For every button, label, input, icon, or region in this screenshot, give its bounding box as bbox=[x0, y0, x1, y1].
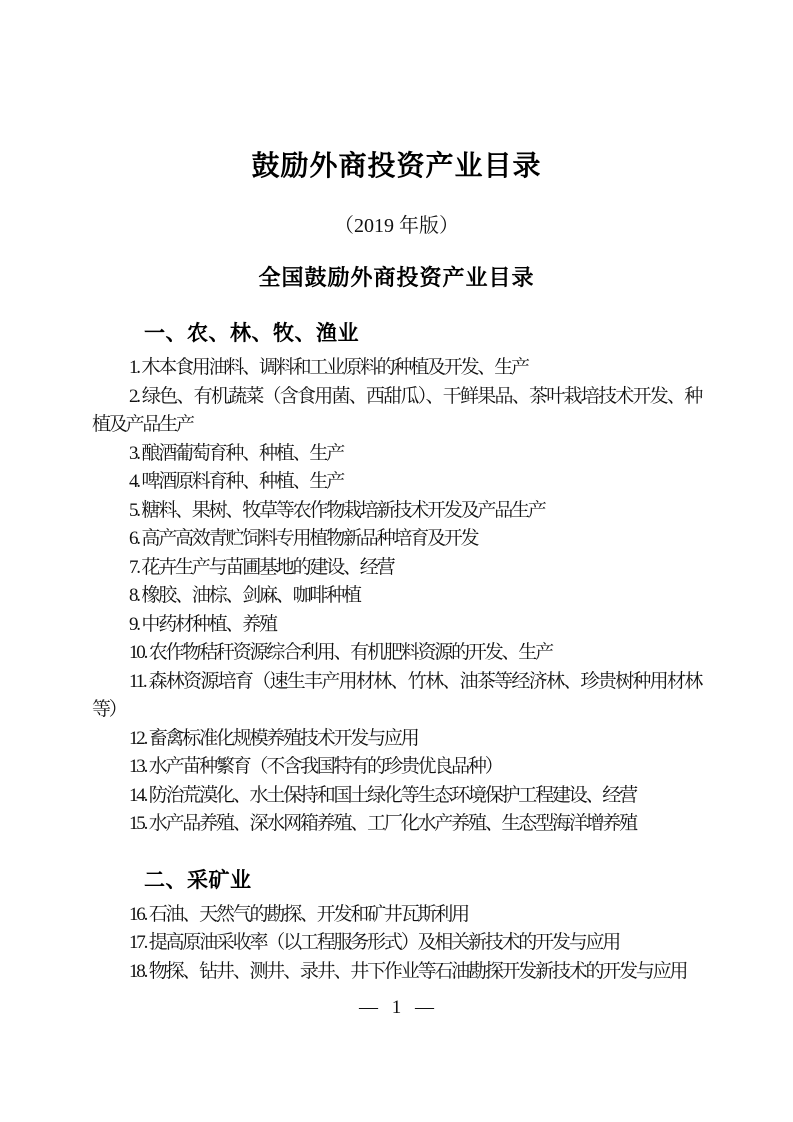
section-agriculture-forestry-husbandry-fishery bbox=[92, 319, 701, 839]
catalogue-item: 18. 物探、钻井、测井、录井、井下作业等石油勘探开发新技术的开发与应用 bbox=[129, 960, 687, 982]
catalogue-item: 13. 水产苗种繁育（不含我国特有的珍贵优良品种） bbox=[129, 756, 502, 777]
catalogue-item: 8. 橡胶、油棕、剑麻、咖啡种植 bbox=[129, 585, 360, 606]
section-mining bbox=[92, 866, 701, 987]
catalogue-item: 7. 花卉生产与苗圃基地的建设、经营 bbox=[129, 556, 394, 578]
document-edition: （2019 年版） bbox=[334, 215, 459, 237]
catalogue-item: 11. 森林资源培育（速生丰产用材林、竹林、油茶等经济林、珍贵树种用材林等） bbox=[92, 670, 701, 720]
catalogue-item: 17. 提高原油采收率（以工程服务形式）及相关新技术的开发与应用 bbox=[129, 932, 620, 953]
catalogue-item: 2. 绿色、有机蔬菜（含食用菌、西甜瓜）、干鲜果品、茶叶栽培技术开发、种植及产品生产 bbox=[92, 385, 701, 435]
section-item-list bbox=[92, 901, 701, 987]
catalogue-item: 3. 酿酒葡萄育种、种植、生产 bbox=[129, 442, 344, 464]
catalogue-item: 6. 高产高效青贮饲料专用植物新品种培育及开发 bbox=[129, 528, 478, 549]
catalogue-item: 14. 防治荒漠化、水土保持和国土绿化等生态环境保护工程建设、经营 bbox=[129, 784, 636, 806]
document-title: 鼓励外商投资产业目录 bbox=[251, 151, 542, 182]
section-heading: 二、采矿业 bbox=[144, 868, 252, 892]
catalogue-item: 5. 糖料、果树、牧草等农作物栽培新技术开发及产品生产 bbox=[129, 499, 545, 521]
catalogue-item: 9. 中药材种植、养殖 bbox=[129, 613, 276, 635]
section-item-list bbox=[92, 354, 701, 839]
catalogue-item: 10. 农作物秸秆资源综合利用、有机肥料资源的开发、生产 bbox=[129, 642, 552, 663]
catalogue-item: 4. 啤酒原料育种、种植、生产 bbox=[129, 471, 344, 492]
catalogue-item: 12. 畜禽标准化规模养殖技术开发与应用 bbox=[129, 727, 418, 749]
page-number: — 1 — bbox=[359, 997, 434, 1018]
catalogue-item: 16. 石油、天然气的勘探、开发和矿井瓦斯利用 bbox=[129, 903, 468, 925]
catalogue-item: 15. 水产品养殖、深水网箱养殖、工厂化水产养殖、生态型海洋增养殖 bbox=[129, 813, 636, 834]
catalogue-item: 1. 木本食用油料、调料和工业原料的种植及开发、生产 bbox=[129, 357, 528, 378]
section-heading: 一、农、林、牧、渔业 bbox=[144, 322, 359, 345]
catalogue-title: 全国鼓励外商投资产业目录 bbox=[258, 265, 535, 290]
